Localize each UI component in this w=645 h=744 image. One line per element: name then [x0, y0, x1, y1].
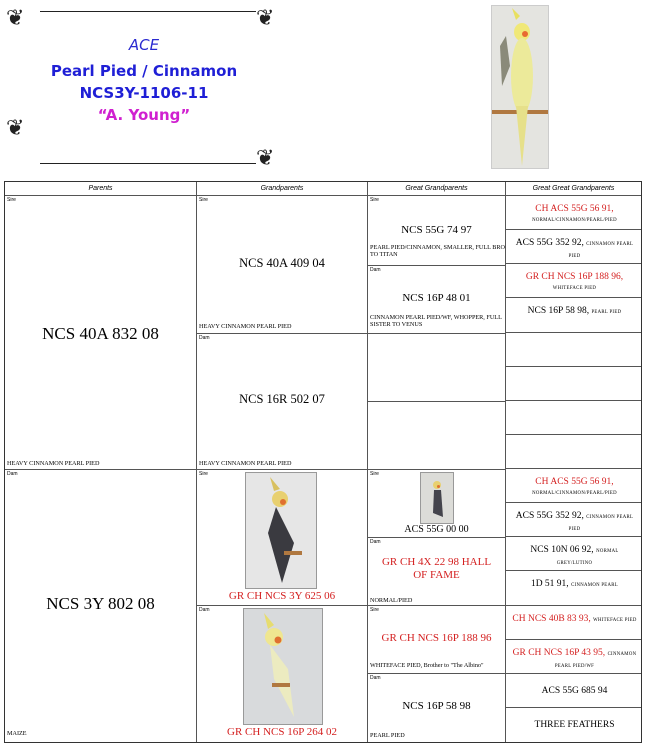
grandparent-ds-cell: [197, 470, 368, 606]
ggp-sss-band: NCS 55G 74 97: [401, 224, 472, 236]
great-great-cell: [506, 401, 641, 435]
ggp-ssd-cell: [368, 266, 506, 334]
grandparent-dd-photo: [243, 608, 323, 725]
great-great-text: [512, 477, 637, 499]
great-great-cell: [506, 333, 641, 367]
great-great-note: NORMAL/CINNAMON/PEARL/PIED: [532, 491, 617, 496]
great-great-band: THREE FEATHERS: [534, 719, 615, 730]
great-great-cell: [506, 674, 641, 708]
ornament-top-left-icon: ❦: [6, 6, 25, 31]
ggp-ssd-band: NCS 16P 48 01: [402, 292, 471, 304]
great-great-note: CINNAMON PEARL: [571, 583, 619, 589]
great-great-band: GR CH NCS 16P 188 96,: [525, 272, 624, 283]
great-great-band: NCS 16P 58 98,: [527, 306, 590, 317]
great-great-note: CINNAMON PEARL PIED: [568, 242, 634, 260]
sire-label: Sire: [370, 471, 379, 477]
great-great-band: ACS 55G 685 94: [541, 685, 608, 696]
great-great-text: [512, 614, 637, 626]
great-great-cell: [506, 264, 641, 298]
dam-label: Dam: [370, 675, 381, 681]
grandparent-sd-band: NCS 16R 502 07: [239, 392, 325, 406]
card-top-rule: [40, 11, 256, 12]
great-great-cell: [506, 640, 641, 674]
ggp-empty-cell: [368, 334, 506, 402]
great-great-cell: [506, 196, 641, 230]
great-great-band: CH ACS 55G 56 91,: [535, 204, 614, 214]
ornament-top-right-icon: ❦: [256, 6, 275, 31]
dam-label: Dam: [199, 607, 210, 613]
sire-label: Sire: [199, 197, 208, 203]
ggp-dds-desc: WHITEFACE PIED, Brother to "The Albino": [370, 662, 484, 669]
dam-label: Dam: [7, 471, 18, 477]
ggp-ddd-band: NCS 16P 58 98: [402, 700, 471, 712]
ggp-dsd-cell: [368, 538, 506, 606]
ggp-dsd-desc: NORMAL/PIED: [370, 597, 413, 604]
sire-label: Sire: [370, 607, 379, 613]
grandparent-dd-band: GR CH NCS 16P 264 02: [227, 726, 337, 738]
great-great-text: [512, 511, 637, 535]
great-great-text: [512, 238, 637, 262]
yellow-cockatiel-illustration: [244, 609, 322, 724]
dam-label: Dam: [199, 335, 210, 341]
great-great-text: [512, 648, 637, 672]
great-great-cell: [506, 230, 641, 264]
title-card: [6, 6, 282, 174]
ggp-dds-band: GR CH NCS 16P 188 96: [381, 632, 492, 644]
ggp-dds-cell: [368, 606, 506, 674]
great-great-band: 1D 51 91,: [530, 579, 569, 590]
ggp-dss-photo: [420, 472, 454, 524]
small-cockatiel-illustration: [421, 473, 453, 523]
great-great-band: ACS 55G 352 92,: [515, 511, 584, 522]
great-great-text: [512, 720, 637, 730]
column-header: Grandparents: [197, 182, 368, 196]
ggp-empty-cell: [368, 402, 506, 470]
great-great-band: GR CH NCS 16P 43 95,: [512, 647, 606, 658]
great-great-band: NCS 10N 06 92,: [530, 545, 594, 556]
great-great-band: CH ACS 55G 56 91,: [535, 477, 614, 487]
great-great-cell: [506, 435, 641, 469]
grandparent-sd-cell: [197, 334, 368, 470]
ggp-ddd-cell: [368, 674, 506, 742]
dam-label: Dam: [370, 539, 381, 545]
great-great-note: CINNAMON PEARL PIED/WF: [554, 651, 637, 669]
grandparent-ss-band: NCS 40A 409 04: [239, 256, 325, 270]
great-great-cell: [506, 606, 641, 640]
great-great-note: CINNAMON PEARL PIED: [568, 515, 634, 533]
grandparent-ss-desc: HEAVY CINNAMON PEARL PIED: [199, 323, 292, 330]
bird-band: NCS3Y-1106-11: [79, 84, 209, 102]
column-header: Great Grandparents: [368, 182, 506, 196]
bird-name: ACE: [128, 36, 160, 54]
great-great-note: NORMAL/CINNAMON/PEARL/PIED: [532, 218, 617, 223]
great-great-note: WHITEFACE PIED: [552, 286, 597, 292]
great-great-band: CH NCS 40B 83 93,: [512, 613, 591, 624]
sire-label: Sire: [199, 471, 208, 477]
great-great-cell: [506, 367, 641, 401]
grey-cockatiel-illustration: [246, 473, 316, 588]
grandparent-sd-desc: HEAVY CINNAMON PEARL PIED: [199, 460, 292, 467]
great-great-text: [512, 579, 637, 591]
great-great-text: [512, 204, 637, 226]
parent-sire-cell: [5, 196, 197, 470]
parent-dam-band: NCS 3Y 802 08: [46, 594, 155, 613]
grandparent-ds-band: GR CH NCS 3Y 625 06: [228, 590, 336, 602]
column-header: Great Great Grandparents: [506, 182, 641, 196]
ggp-dss-cell: [368, 470, 506, 538]
parent-dam-desc: MAIZE: [7, 730, 27, 737]
column-header: Parents: [5, 182, 197, 196]
parent-sire-band: NCS 40A 832 08: [42, 324, 159, 343]
ornament-bottom-right-icon: ❦: [256, 146, 275, 171]
dam-label: Dam: [370, 267, 381, 273]
sire-label: Sire: [370, 197, 379, 203]
great-great-band: ACS 55G 352 92,: [515, 238, 584, 249]
parent-sire-desc: HEAVY CINNAMON PEARL PIED: [7, 460, 100, 467]
grandparent-ds-photo: [245, 472, 317, 589]
ornament-bottom-left-icon: ❦: [6, 116, 25, 141]
bird-mutation: Pearl Pied / Cinnamon: [50, 62, 238, 80]
card-bottom-rule: [40, 163, 256, 164]
sire-label: Sire: [7, 197, 16, 203]
grandparent-dd-cell: [197, 606, 368, 742]
great-great-cell: [506, 298, 641, 332]
great-great-text: [512, 686, 637, 696]
ggp-ssd-desc: CINNAMON PEARL PIED/WF, WHOPPER, FULL SISTER TO VENUS: [370, 314, 502, 328]
great-great-text: [512, 545, 637, 569]
ggp-sss-cell: [368, 196, 506, 266]
great-great-cell: [506, 571, 641, 605]
great-great-cell: [506, 469, 641, 503]
great-great-cell: [506, 708, 641, 742]
cockatiel-photo: [491, 5, 549, 169]
bird-breeder: “A. Young”: [97, 106, 191, 124]
great-great-note: PEARL PIED: [591, 310, 622, 316]
ggp-dss-band: ACS 55G 00 00: [404, 524, 469, 535]
great-great-cell: [506, 537, 641, 571]
great-great-cell: [506, 503, 641, 537]
great-great-note: WHITEFACE PIED: [593, 617, 637, 623]
great-great-text: [512, 272, 637, 294]
great-great-note: NORMAL GREY/LUTINO: [556, 549, 619, 567]
ggp-dsd-band: GR CH 4X 22 98 HALL OF FAME: [381, 556, 492, 581]
great-great-text: [512, 306, 637, 318]
cockatiel-illustration: [492, 6, 548, 168]
grandparent-ss-cell: [197, 196, 368, 334]
pedigree-table: [4, 181, 642, 743]
ggp-sss-desc: PEARL PIED/CINNAMON, SMALLER, FULL BRO TO TITAN: [370, 244, 505, 258]
parent-dam-cell: [5, 470, 197, 742]
ggp-ddd-desc: PEARL PIED: [370, 732, 405, 739]
